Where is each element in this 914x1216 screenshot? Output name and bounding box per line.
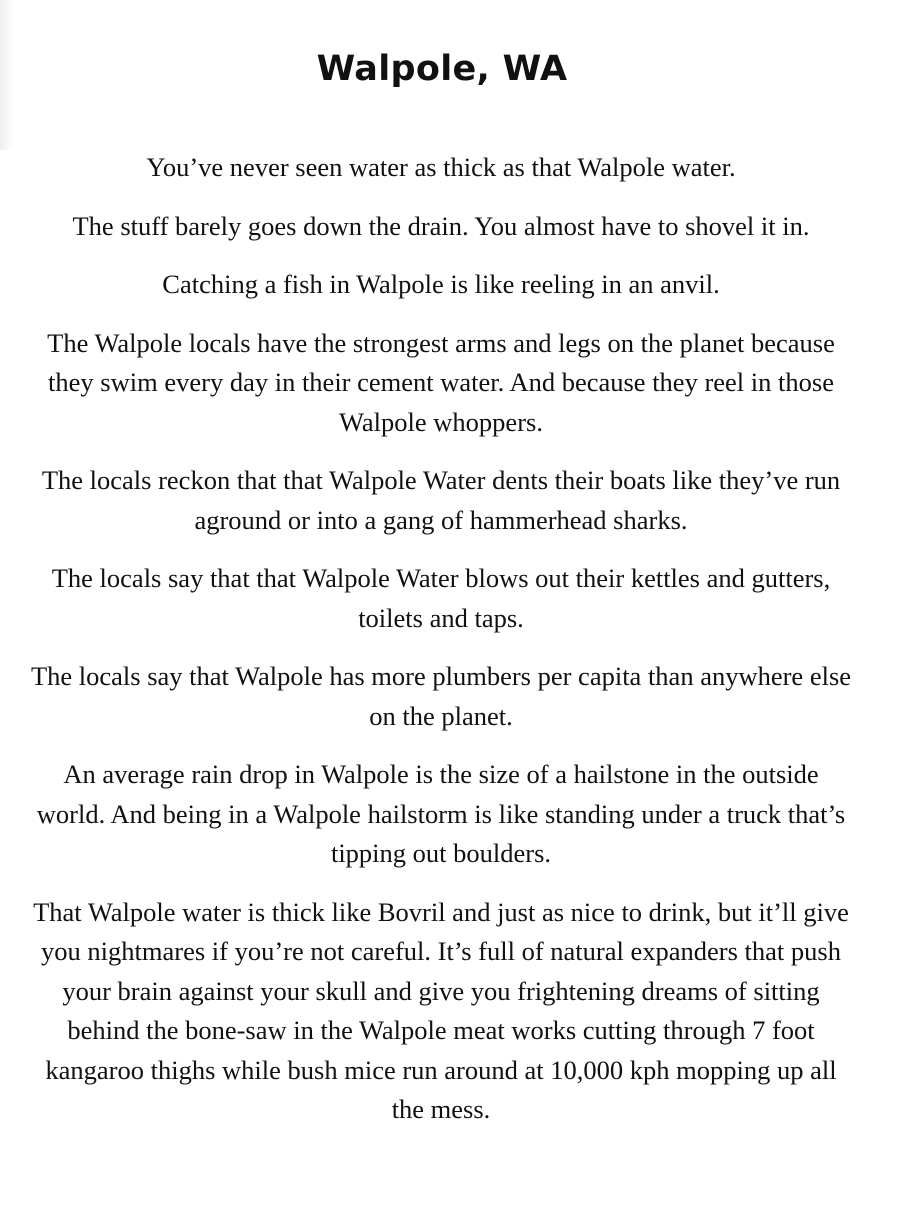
paragraph-strong-locals: The Walpole locals have the strongest arms and legs on the planet because they swim every day in their cement water. And because they reel in those Walpole whoppers. (47, 327, 835, 437)
paragraph-fishing: Catching a fish in Walpole is like reeling in an anvil. (162, 269, 720, 299)
paragraph-kettles: The locals say that that Walpole Water blows out their kettles and gutters, toilets and taps. (51, 563, 831, 633)
paragraph-thick-water: You’ve never seen water as thick as that Walpole water. (146, 152, 736, 182)
paragraph-plumbers: The locals say that Walpole has more plumbers per capita than anywhere else on the planet. (30, 661, 852, 731)
page-title: Walpole, WA (316, 49, 568, 89)
paragraph-drain: The stuff barely goes down the drain. You almost have to shovel it in. (72, 210, 810, 241)
document-body (30, 148, 852, 1149)
paragraph-rain-drop: An average rain drop in Walpole is the size of a hailstone in the outside world. And being in a Walpole hailstorm is like standing under a truck that’s tipping out boulders. (36, 759, 846, 868)
paragraph-bovril: That Walpole water is thick like Bovril and just as nice to drink, but it’ll give you nightmares if you’re not careful. It’s full of natural expanders that push your brain against your skull and give you frightening dreams of sitting behind the bone-saw in the Walpole meat works cutting through 7 foot kangaroo thighs while bush mice run around at 10,000 kph mopping up all the mess. (33, 896, 849, 1124)
paragraph-boats: The locals reckon that that Walpole Water dents their boats like they’ve run aground or into a gang of hammerhead sharks. (41, 465, 841, 535)
